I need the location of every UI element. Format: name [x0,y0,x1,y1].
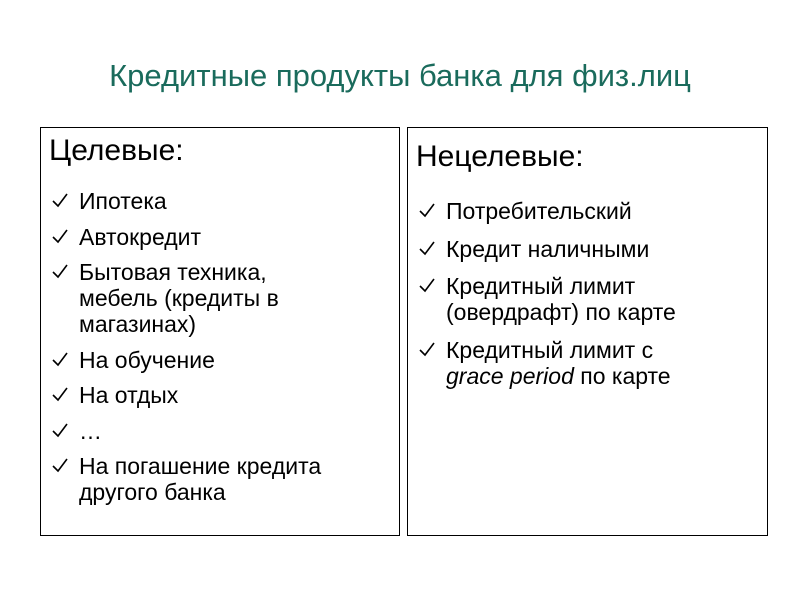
check-icon [51,420,69,440]
list-item-text: Кредитный лимит [446,273,636,299]
check-icon [51,384,69,404]
list-item [49,347,389,373]
check-icon [418,339,436,359]
list-item-text: другого банка [79,479,226,505]
check-icon [51,190,69,210]
list-item-text: На обучение [79,346,215,373]
list-item [49,418,389,444]
check-icon [418,238,436,258]
list-item-text [446,363,761,389]
list-item-text: Потребительский [446,198,632,224]
list-item-text: Автокредит [79,223,202,250]
check-icon [51,455,69,475]
untargeted-list [416,198,761,400]
slide-title: Кредитные продукты банка для физ.лиц [109,58,691,93]
list-item [416,198,761,224]
list-item-tail-text: по карте [573,362,671,389]
check-icon [418,200,436,220]
targeted-products-box [40,127,400,536]
list-item [49,188,389,214]
grace-period-text: grace period [446,362,574,389]
list-item [49,224,389,250]
list-item-text: Бытовая техника, [79,259,267,285]
check-icon [51,261,69,281]
list-item-text: … [79,417,102,444]
list-item [49,259,389,337]
check-icon [51,349,69,369]
list-item [416,236,761,262]
list-item-text: мебель (кредиты в [79,285,279,311]
untargeted-heading: Нецелевые: [416,140,584,173]
list-item [49,382,389,408]
list-item-text: На погашение кредита [79,453,322,479]
check-icon [51,226,69,246]
list-item [49,453,389,505]
list-item-text: (овердрафт) по карте [446,299,676,325]
targeted-list [49,188,389,515]
untargeted-products-box [407,127,768,536]
list-item-text: магазинах) [79,311,197,337]
list-item-text: Ипотека [79,188,167,214]
list-item-text: На отдых [79,382,179,408]
targeted-heading: Целевые: [49,134,184,167]
list-item-text: Кредитный лимит с [446,336,654,363]
check-icon [418,275,436,295]
list-item [416,273,761,325]
list-item [416,337,761,389]
list-item-text: Кредит наличными [446,235,650,262]
